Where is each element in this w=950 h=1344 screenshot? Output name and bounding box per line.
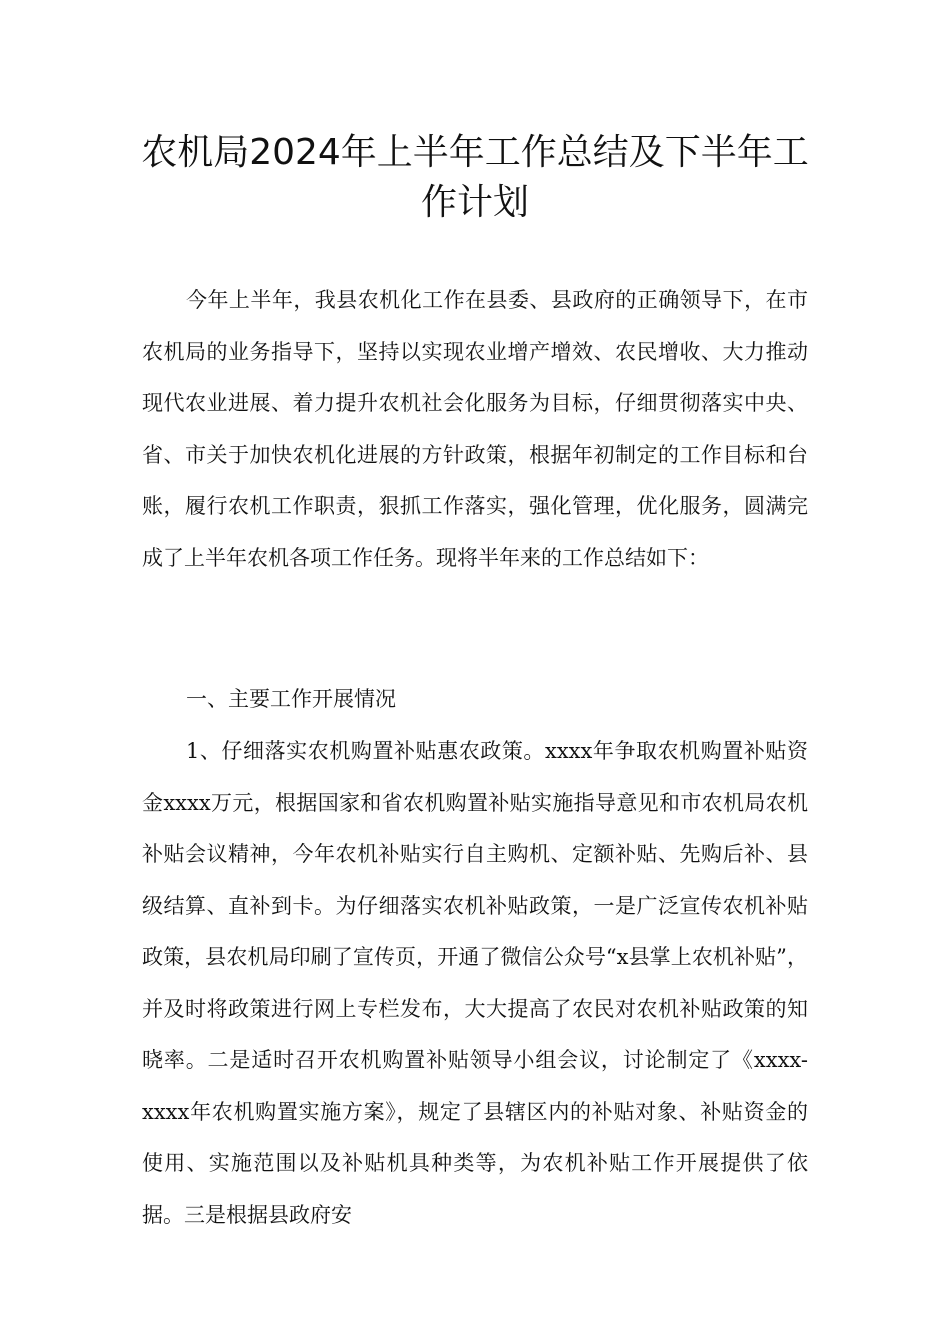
section-paragraph: 1、仔细落实农机购置补贴惠农政策。xxxx年争取农机购置补贴资金xxxx万元，根据国家和省农机购置补贴实施指导意见和市农机局农机补贴会议精神，今年农机补贴实行自主购机、定额补贴、先购后补、县级结算、直补到卡。为仔细落实农机补贴政策，一是广泛宣传农机补贴政策，县农机局印刷了宣传页，开通了微信公众号“x县掌上农机补贴”，并及时将政策进行网上专栏发布，大大提高了农民对农机补贴政策的知晓率。二是适时召开农机购置补贴领导小组会议，讨论制定了《xxxx-xxxx年农机购置实施方案》，规定了县辖区内的补贴对象、补贴资金的使用、实施范围以及补贴机具种类等，为农机补贴工作开展提供了依据。三是根据县政府安 xyxy=(142,739,808,1227)
document-title: 农机局2024年上半年工作总结及下半年工作计划 xyxy=(141,132,809,223)
section-heading: 一、主要工作开展情况 xyxy=(186,687,396,711)
intro-paragraph: 今年上半年，我县农机化工作在县委、县政府的正确领导下，在市农机局的业务指导下，坚持以实现农业增产增效、农民增收、大力推动现代农业进展、着力提升农机社会化服务为目标，仔细贯彻落实中央、省、市关于加快农机化进展的方针政策，根据年初制定的工作目标和台账，履行农机工作职责，狠抓工作落实，强化管理，优化服务，圆满完成了上半年农机各项工作任务。现将半年来的工作总结如下： xyxy=(142,288,808,570)
